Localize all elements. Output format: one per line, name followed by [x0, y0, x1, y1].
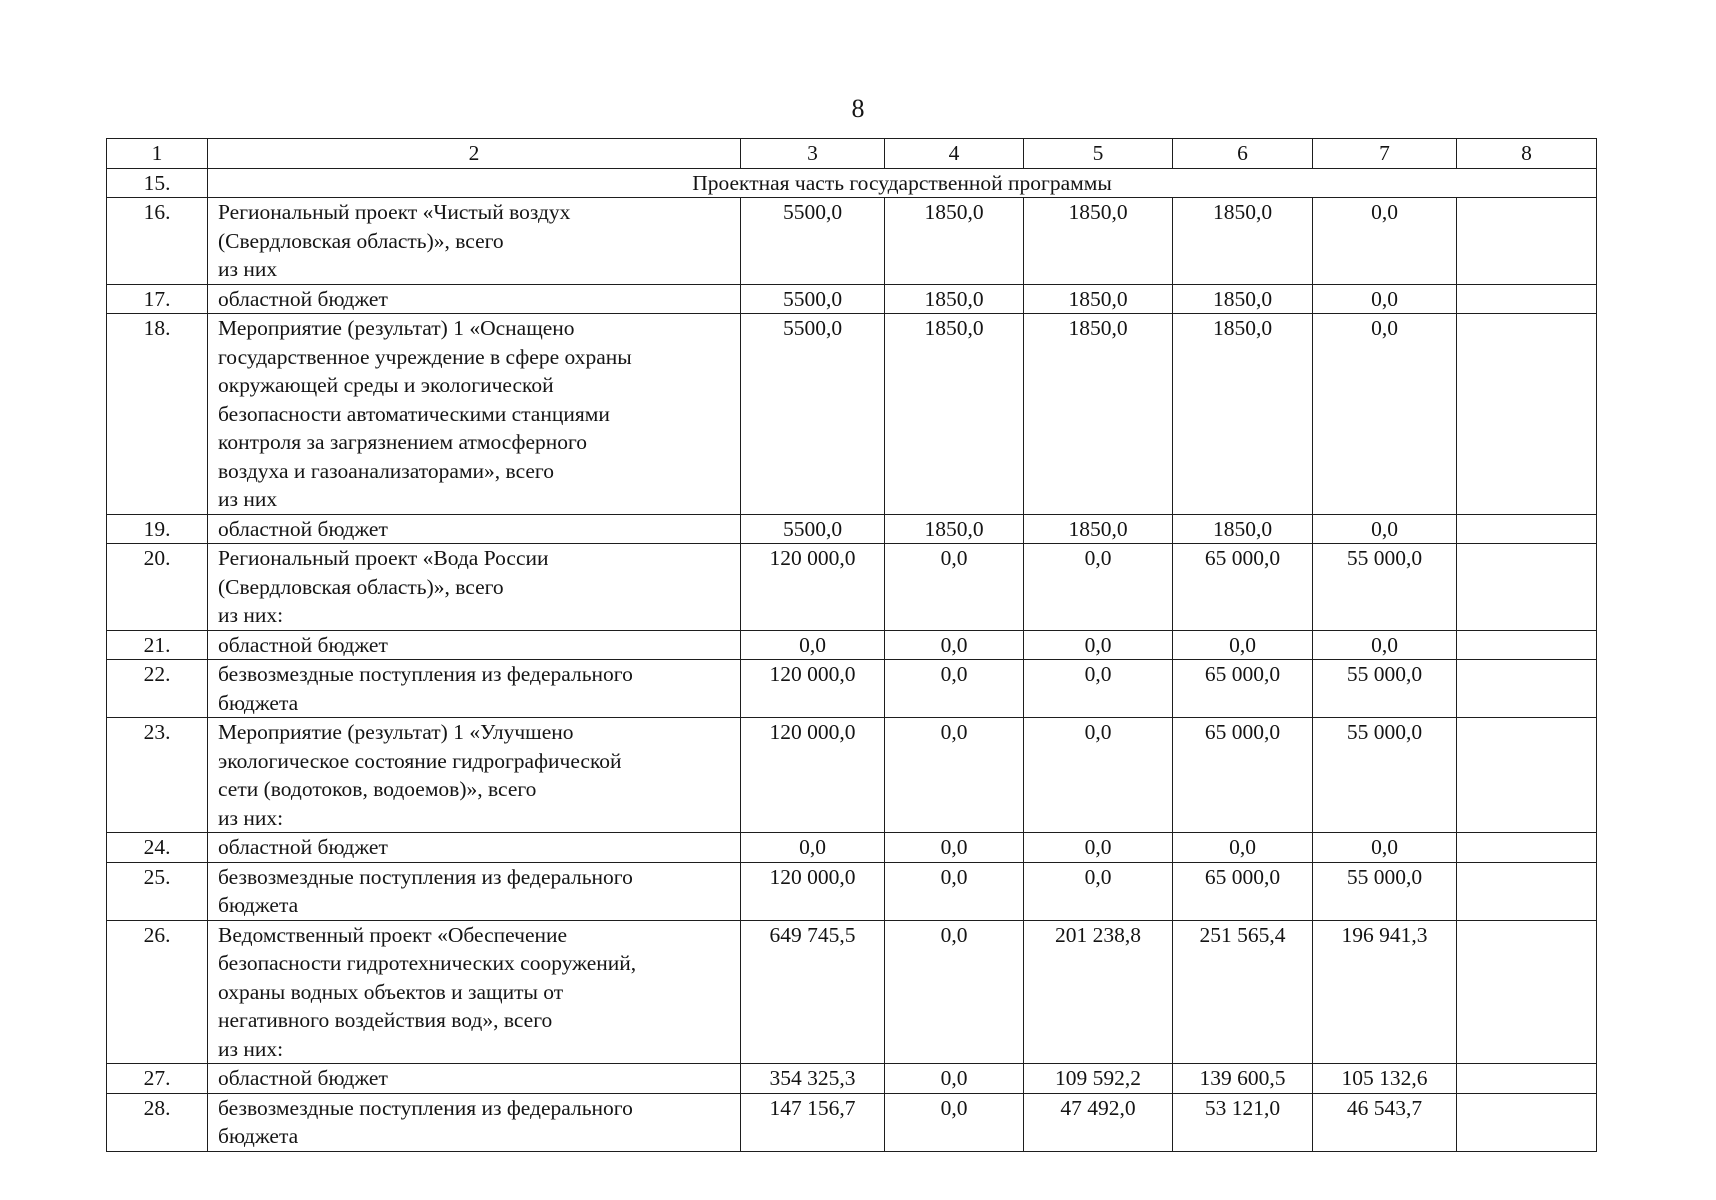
value-col-8: [1457, 544, 1597, 631]
value-col-7: 0,0: [1313, 284, 1457, 314]
row-name-line: из них:: [218, 805, 284, 830]
row-name-line: безвозмездные поступления из федерального: [218, 662, 633, 686]
value-col-6: 1850,0: [1173, 314, 1313, 515]
row-name-line: бюджета: [218, 893, 299, 917]
value-col-3: 120 000,0: [741, 660, 885, 718]
value-col-6: 65 000,0: [1173, 660, 1313, 718]
value-col-4: 1850,0: [885, 284, 1024, 314]
value-col-6: 1850,0: [1173, 198, 1313, 285]
value-col-6: 251 565,4: [1173, 920, 1313, 1064]
value-col-5: 0,0: [1024, 862, 1173, 920]
value-col-5: 0,0: [1024, 544, 1173, 631]
value-col-4: 0,0: [885, 544, 1024, 631]
row-number: 15.: [107, 168, 208, 198]
value-col-3: 120 000,0: [741, 718, 885, 833]
row-name: [208, 718, 741, 833]
section-title: Проектная часть государственной программы: [208, 168, 1597, 198]
value-col-5: 201 238,8: [1024, 920, 1173, 1064]
row-name-line: экологическое состояние гидрографической: [218, 748, 622, 773]
row-name: [208, 1093, 741, 1151]
header-row: [107, 139, 1597, 169]
table-row: [107, 314, 1597, 515]
row-name-line: негативного воздействия вод», всего: [218, 1008, 553, 1032]
row-name-line: из них: [218, 487, 278, 511]
value-col-8: [1457, 1093, 1597, 1151]
row-number: 24.: [107, 833, 208, 863]
row-name: [208, 544, 741, 631]
header-cell: 8: [1457, 139, 1597, 169]
value-col-3: 354 325,3: [741, 1064, 885, 1094]
value-col-3: 0,0: [741, 833, 885, 863]
value-col-7: 0,0: [1313, 630, 1457, 660]
value-col-5: 1850,0: [1024, 198, 1173, 285]
table-row: [107, 514, 1597, 544]
table-row: [107, 198, 1597, 285]
row-name: [208, 630, 741, 660]
value-col-8: [1457, 284, 1597, 314]
row-name: [208, 314, 741, 515]
row-name-line: из них:: [218, 603, 284, 627]
table-row: [107, 920, 1597, 1064]
value-col-7: 105 132,6: [1313, 1064, 1457, 1094]
value-col-3: 5500,0: [741, 284, 885, 314]
value-col-3: 147 156,7: [741, 1093, 885, 1151]
row-name-line: бюджета: [218, 690, 299, 715]
header-cell: 5: [1024, 139, 1173, 169]
row-number: 16.: [107, 198, 208, 285]
row-name-line: (Свердловская область)», всего: [218, 228, 504, 253]
row-number: 21.: [107, 630, 208, 660]
value-col-4: 0,0: [885, 833, 1024, 863]
header-cell: 7: [1313, 139, 1457, 169]
row-name-line: государственное учреждение в сфере охраны: [218, 344, 632, 369]
row-name-line: безвозмездные поступления из федерального: [218, 1095, 633, 1120]
value-col-5: 0,0: [1024, 718, 1173, 833]
header-cell: 3: [741, 139, 885, 169]
row-name-line: областной бюджет: [218, 516, 388, 541]
value-col-3: 120 000,0: [741, 544, 885, 631]
row-name-line: областной бюджет: [218, 1066, 388, 1090]
row-name-line: из них:: [218, 1036, 284, 1061]
row-number: 28.: [107, 1093, 208, 1151]
table-row: [107, 1064, 1597, 1094]
row-number: 19.: [107, 514, 208, 544]
value-col-4: 1850,0: [885, 514, 1024, 544]
row-number: 25.: [107, 862, 208, 920]
value-col-7: 46 543,7: [1313, 1093, 1457, 1151]
row-name-line: областной бюджет: [218, 632, 388, 657]
table-row: [107, 544, 1597, 631]
row-number: 26.: [107, 920, 208, 1064]
value-col-7: 55 000,0: [1313, 660, 1457, 718]
value-col-3: 649 745,5: [741, 920, 885, 1064]
row-number: 20.: [107, 544, 208, 631]
value-col-7: 0,0: [1313, 514, 1457, 544]
value-col-5: 109 592,2: [1024, 1064, 1173, 1094]
header-cell: 6: [1173, 139, 1313, 169]
value-col-8: [1457, 514, 1597, 544]
row-name-line: контроля за загрязнением атмосферного: [218, 430, 588, 454]
value-col-3: 5500,0: [741, 314, 885, 515]
header-cell: 4: [885, 139, 1024, 169]
value-col-6: 139 600,5: [1173, 1064, 1313, 1094]
value-col-4: 1850,0: [885, 198, 1024, 285]
value-col-8: [1457, 660, 1597, 718]
header-cell: 1: [107, 139, 208, 169]
value-col-6: 65 000,0: [1173, 544, 1313, 631]
value-col-5: 0,0: [1024, 660, 1173, 718]
row-name-line: воздуха и газоанализаторами», всего: [218, 458, 554, 483]
value-col-6: 65 000,0: [1173, 718, 1313, 833]
row-name-line: из них: [218, 257, 278, 281]
row-name: [208, 833, 741, 863]
row-name-line: Мероприятие (результат) 1 «Улучшено: [218, 720, 574, 744]
row-name-line: окружающей среды и экологической: [218, 373, 554, 397]
value-col-7: 55 000,0: [1313, 718, 1457, 833]
row-name-line: Мероприятие (результат) 1 «Оснащено: [218, 316, 575, 340]
value-col-8: [1457, 920, 1597, 1064]
row-name-line: Региональный проект «Чистый воздух: [218, 200, 571, 224]
value-col-4: 0,0: [885, 718, 1024, 833]
value-col-5: 1850,0: [1024, 284, 1173, 314]
table-row: [107, 660, 1597, 718]
value-col-6: 1850,0: [1173, 284, 1313, 314]
value-col-6: 65 000,0: [1173, 862, 1313, 920]
value-col-4: 0,0: [885, 630, 1024, 660]
value-col-6: 1850,0: [1173, 514, 1313, 544]
row-name-line: охраны водных объектов и защиты от: [218, 979, 564, 1004]
row-name-line: безопасности автоматическими станциями: [218, 401, 610, 426]
value-col-5: 1850,0: [1024, 514, 1173, 544]
value-col-7: 55 000,0: [1313, 544, 1457, 631]
value-col-8: [1457, 862, 1597, 920]
row-name-line: Региональный проект «Вода России: [218, 546, 549, 570]
row-name-line: сети (водотоков, водоемов)», всего: [218, 777, 537, 801]
value-col-7: 0,0: [1313, 833, 1457, 863]
row-name: [208, 862, 741, 920]
value-col-5: 0,0: [1024, 833, 1173, 863]
value-col-3: 5500,0: [741, 514, 885, 544]
value-col-6: 0,0: [1173, 833, 1313, 863]
row-number: 22.: [107, 660, 208, 718]
row-name: [208, 514, 741, 544]
row-name-line: областной бюджет: [218, 286, 388, 311]
value-col-3: 5500,0: [741, 198, 885, 285]
table-row: [107, 1093, 1597, 1151]
row-name: [208, 1064, 741, 1094]
value-col-8: [1457, 630, 1597, 660]
value-col-4: 0,0: [885, 1093, 1024, 1151]
value-col-8: [1457, 833, 1597, 863]
value-col-8: [1457, 1064, 1597, 1094]
value-col-5: 1850,0: [1024, 314, 1173, 515]
value-col-3: 0,0: [741, 630, 885, 660]
value-col-4: 0,0: [885, 920, 1024, 1064]
row-name-line: (Свердловская область)», всего: [218, 574, 504, 599]
value-col-8: [1457, 718, 1597, 833]
section-row: [107, 168, 1597, 198]
row-number: 18.: [107, 314, 208, 515]
row-name: [208, 920, 741, 1064]
value-col-7: 196 941,3: [1313, 920, 1457, 1064]
header-cell: 2: [208, 139, 741, 169]
value-col-7: 55 000,0: [1313, 862, 1457, 920]
table-row: [107, 718, 1597, 833]
value-col-6: 53 121,0: [1173, 1093, 1313, 1151]
value-col-8: [1457, 198, 1597, 285]
value-col-3: 120 000,0: [741, 862, 885, 920]
row-name-line: бюджета: [218, 1124, 299, 1148]
table-row: [107, 862, 1597, 920]
value-col-5: 47 492,0: [1024, 1093, 1173, 1151]
value-col-5: 0,0: [1024, 630, 1173, 660]
row-number: 23.: [107, 718, 208, 833]
row-name: [208, 284, 741, 314]
row-number: 17.: [107, 284, 208, 314]
row-name: [208, 660, 741, 718]
row-name: [208, 198, 741, 285]
value-col-8: [1457, 314, 1597, 515]
value-col-4: 0,0: [885, 660, 1024, 718]
value-col-4: 0,0: [885, 862, 1024, 920]
row-name-line: областной бюджет: [218, 835, 388, 859]
row-name-line: безвозмездные поступления из федерального: [218, 864, 633, 889]
row-name-line: Ведомственный проект «Обеспечение: [218, 922, 568, 947]
budget-table: [106, 138, 1597, 1152]
row-name-line: безопасности гидротехнических сооружений,: [218, 951, 637, 975]
value-col-6: 0,0: [1173, 630, 1313, 660]
table-row: [107, 833, 1597, 863]
value-col-4: 0,0: [885, 1064, 1024, 1094]
table-body: [107, 139, 1597, 1152]
row-number: 27.: [107, 1064, 208, 1094]
page-number: 8: [851, 94, 865, 123]
value-col-4: 1850,0: [885, 314, 1024, 515]
value-col-7: 0,0: [1313, 198, 1457, 285]
table-row: [107, 284, 1597, 314]
table-row: [107, 630, 1597, 660]
value-col-7: 0,0: [1313, 314, 1457, 515]
